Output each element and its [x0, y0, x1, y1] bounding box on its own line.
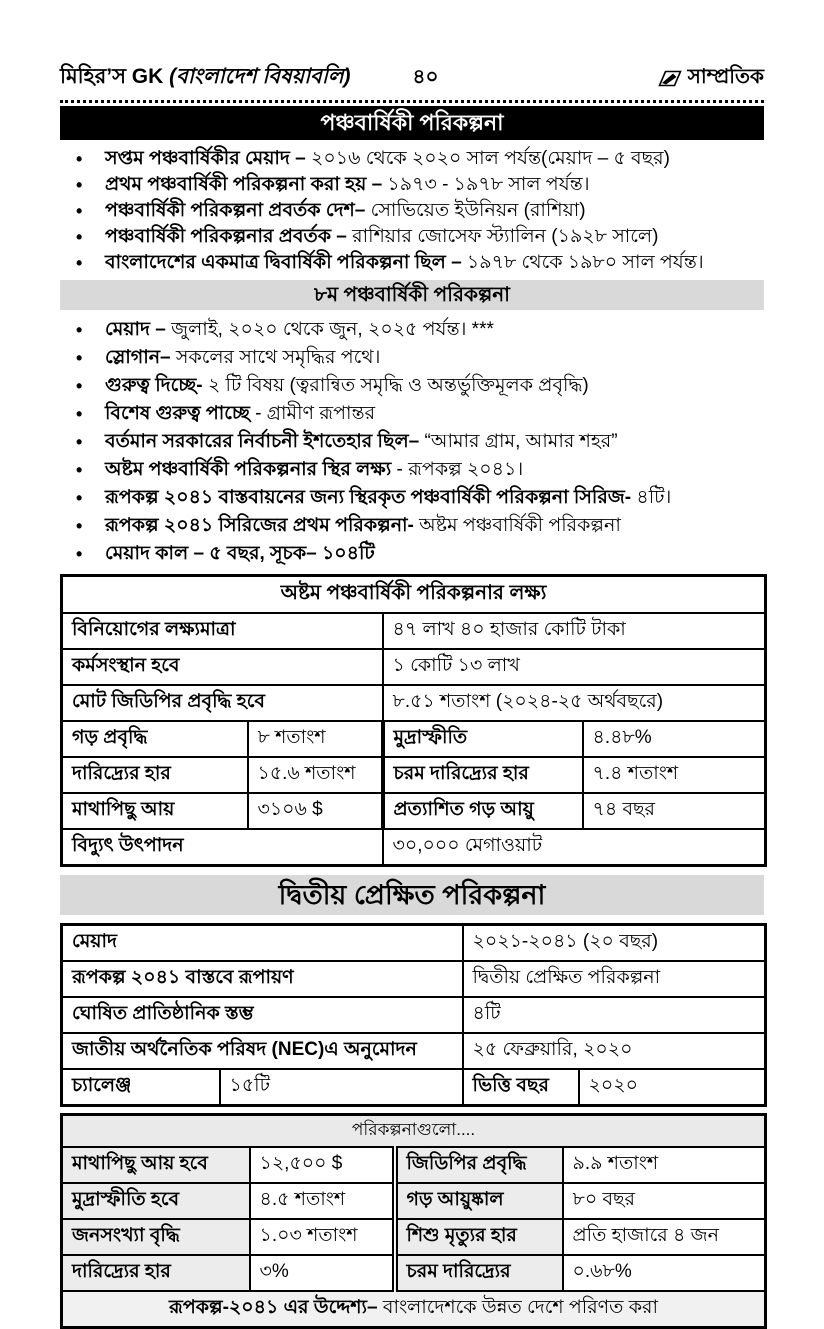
section-title-second-perspective-plan: দ্বিতীয় প্রেক্ষিত পরিকল্পনা: [60, 875, 764, 915]
label-cell: চরম দারিদ্র্যের: [395, 1255, 563, 1291]
bullet-item: • অষ্টম পঞ্চবার্ষিকী পরিকল্পনার স্থির লক্ষ্য - রূপকল্প ২০৪১।: [60, 456, 764, 484]
table-row: [62, 1291, 766, 1328]
vision-2041-footer: রূপকল্প-২০৪১ এর উদ্দেশ্য– বাংলাদেশকে উন্নত দেশে পরিণত করা: [62, 1291, 766, 1328]
label-cell: বিনিয়োগের লক্ষ্যমাত্রা: [62, 613, 383, 649]
table-row: [62, 829, 766, 866]
label-cell: মুদ্রাস্ফীতি হবে: [62, 1183, 250, 1219]
bullet-list-five-year-plan: [60, 146, 764, 276]
bullet-item: • পঞ্চবার্ষিকী পরিকল্পনা প্রবর্তক দেশ– সোভিয়েত ইউনিয়ন (রাশিয়া): [60, 198, 764, 224]
table-caption: পরিকল্পনাগুলো....: [62, 1115, 766, 1148]
bullet-item: • গুরুত্ব দিচ্ছে- ২ টি বিষয় (ত্বরান্বিত সমৃদ্ধি ও অন্তর্ভুক্তিমূলক প্রবৃদ্ধি): [60, 372, 764, 400]
label-cell: জনসংখ্যা বৃদ্ধি: [62, 1219, 250, 1255]
value-cell: ৩%: [250, 1255, 395, 1291]
label-cell: চ্যালেঞ্জ: [62, 1069, 220, 1106]
section-title-five-year-plan: পঞ্চবার্ষিকী পরিকল্পনা: [60, 106, 764, 140]
value-cell: ৩১০৬ $: [248, 793, 383, 829]
label-cell: জিডিপির প্রবৃদ্ধি: [395, 1147, 563, 1183]
bullet-item: • সপ্তম পঞ্চবার্ষিকীর মেয়াদ – ২০১৬ থেকে ২০২০ সাল পর্যন্ত(মেয়াদ – ৫ বছর): [60, 146, 764, 172]
label-cell: মাথাপিছু আয় হবে: [62, 1147, 250, 1183]
table-row: [62, 1183, 766, 1219]
table-row: [62, 1255, 766, 1291]
table-row: [62, 685, 766, 721]
value-cell: ৯.৯ শতাংশ: [563, 1147, 766, 1183]
table-title: অষ্টম পঞ্চবার্ষিকী পরিকল্পনার লক্ষ্য: [62, 576, 766, 614]
bullet-item: • স্লোগান– সকলের সাথে সমৃদ্ধির পথে।: [60, 344, 764, 372]
bullet-item: • রূপকল্প ২০৪১ বাস্তবায়নের জন্য স্থিরকৃত পঞ্চবার্ষিকী পরিকল্পনা সিরিজ- ৪টি।: [60, 484, 764, 512]
bullet-item: • মেয়াদ কাল – ৫ বছর, সূচক– ১০৪টি: [60, 540, 764, 568]
value-cell: ৮.৫১ শতাংশ (২০২৪-২৫ অর্থবছরে): [383, 685, 766, 721]
brand: [60, 60, 351, 95]
value-cell: ১৫.৬ শতাংশ: [248, 757, 383, 793]
label-cell: মেয়াদ: [62, 925, 463, 962]
label-cell: চরম দারিদ্র্যের হার: [383, 757, 583, 793]
value-cell: ৪৭ লাখ ৪০ হাজার কোটি টাকা: [383, 613, 766, 649]
label-cell: ঘোষিত প্রাতিষ্ঠানিক স্তম্ভ: [62, 997, 463, 1033]
page-number: ৪০: [412, 66, 439, 88]
value-cell: ৪টি: [463, 997, 766, 1033]
recent-label: সাম্প্রতিক: [687, 66, 764, 88]
table-row: [62, 757, 766, 793]
section-title-8th-plan: ৮ম পঞ্চবার্ষিকী পরিকল্পনা: [60, 280, 764, 310]
bullet-item: • বর্তমান সরকারের নির্বাচনী ইশতেহার ছিল– “আমার গ্রাম, আমার শহর”: [60, 428, 764, 456]
label-cell: রূপকল্প ২০৪১ বাস্তবে রূপায়ণ: [62, 961, 463, 997]
header-right: [658, 62, 764, 95]
brand-subtitle: (বাংলাদেশ বিষয়াবলি): [169, 65, 351, 88]
value-cell: ৪.৪৮%: [583, 721, 766, 757]
label-cell: জাতীয় অর্থনৈতিক পরিষদ (NEC)এ অনুমোদন: [62, 1033, 463, 1069]
bullet-item: • বাংলাদেশের একমাত্র দ্বিবার্ষিকী পরিকল্পনা ছিল – ১৯৭৮ থেকে ১৯৮০ সাল পর্যন্ত।: [60, 250, 764, 276]
table-row: [62, 961, 766, 997]
value-cell: ১৫টি: [220, 1069, 463, 1106]
bullet-item: • রূপকল্প ২০৪১ সিরিজের প্রথম পরিকল্পনা- অষ্টম পঞ্চবার্ষিকী পরিকল্পনা: [60, 512, 764, 540]
value-cell: ১২,৫০০ $: [250, 1147, 395, 1183]
table-row: [62, 925, 766, 962]
bullet-item: • মেয়াদ – জুলাই, ২০২০ থেকে জুন, ২০২৫ পর্যন্ত। ***: [60, 316, 764, 344]
table-row: [62, 793, 766, 829]
table-row: [62, 1147, 766, 1183]
table-row: [62, 649, 766, 685]
table-row: [62, 1219, 766, 1255]
label-cell: দারিদ্র্যের হার: [62, 757, 248, 793]
label-cell: গড় প্রবৃদ্ধি: [62, 721, 248, 757]
table-plan-targets: [60, 1113, 767, 1329]
bullet-item: • প্রথম পঞ্চবার্ষিকী পরিকল্পনা করা হয় – ১৯৭৩ - ১৯৭৮ সাল পর্যন্ত।: [60, 172, 764, 198]
table-row: [62, 1033, 766, 1069]
value-cell: ৮ শতাংশ: [248, 721, 383, 757]
value-cell: ৮০ বছর: [563, 1183, 766, 1219]
value-cell: ৪.৫ শতাংশ: [250, 1183, 395, 1219]
label-cell: প্রত্যাশিত গড় আয়ু: [383, 793, 583, 829]
label-cell: মুদ্রাস্ফীতি: [383, 721, 583, 757]
label-cell: শিশু মৃত্যুর হার: [395, 1219, 563, 1255]
label-cell: কর্মসংস্থান হবে: [62, 649, 383, 685]
bullet-list-8th-plan: [60, 316, 764, 568]
table-8th-plan-goals: [60, 574, 767, 867]
label-cell: ভিত্তি বছর: [463, 1069, 579, 1106]
value-cell: ১.০৩ শতাংশ: [250, 1219, 395, 1255]
table-row: [62, 1069, 766, 1106]
table-row: [62, 1115, 766, 1148]
value-cell: ৭৪ বছর: [583, 793, 766, 829]
value-cell: ২৫ ফেব্রুয়ারি, ২০২০: [463, 1033, 766, 1069]
table-row: [62, 721, 766, 757]
label-cell: মোট জিডিপির প্রবৃদ্ধি হবে: [62, 685, 383, 721]
pen-icon: [658, 70, 682, 87]
bullet-item: • বিশেষ গুরুত্ব পাচ্ছে - গ্রামীণ রূপান্তর: [60, 400, 764, 428]
label-cell: গড় আয়ুষ্কাল: [395, 1183, 563, 1219]
label-cell: বিদ্যুৎ উৎপাদন: [62, 829, 383, 866]
table-row: [62, 613, 766, 649]
table-second-perspective-plan: [60, 923, 767, 1107]
label-cell: মাথাপিছু আয়: [62, 793, 248, 829]
value-cell: প্রতি হাজারে ৪ জন: [563, 1219, 766, 1255]
value-cell: ২০২১-২০৪১ (২০ বছর): [463, 925, 766, 962]
table-row: [62, 576, 766, 614]
value-cell: ১ কোটি ১৩ লাখ: [383, 649, 766, 685]
table-row: [62, 997, 766, 1033]
bullet-item: • পঞ্চবার্ষিকী পরিকল্পনার প্রবর্তক – রাশিয়ার জোসেফ স্ট্যালিন (১৯২৮ সালে): [60, 224, 764, 250]
value-cell: ২০২০: [579, 1069, 766, 1106]
brand-title: মিহির’স GK: [60, 65, 170, 88]
value-cell: দ্বিতীয় প্রেক্ষিত পরিকল্পনা: [463, 961, 766, 997]
value-cell: ৭.৪ শতাংশ: [583, 757, 766, 793]
value-cell: ০.৬৮%: [563, 1255, 766, 1291]
label-cell: দারিদ্র্যের হার: [62, 1255, 250, 1291]
value-cell: ৩০,০০০ মেগাওয়াট: [383, 829, 766, 866]
page-header: [60, 60, 764, 103]
